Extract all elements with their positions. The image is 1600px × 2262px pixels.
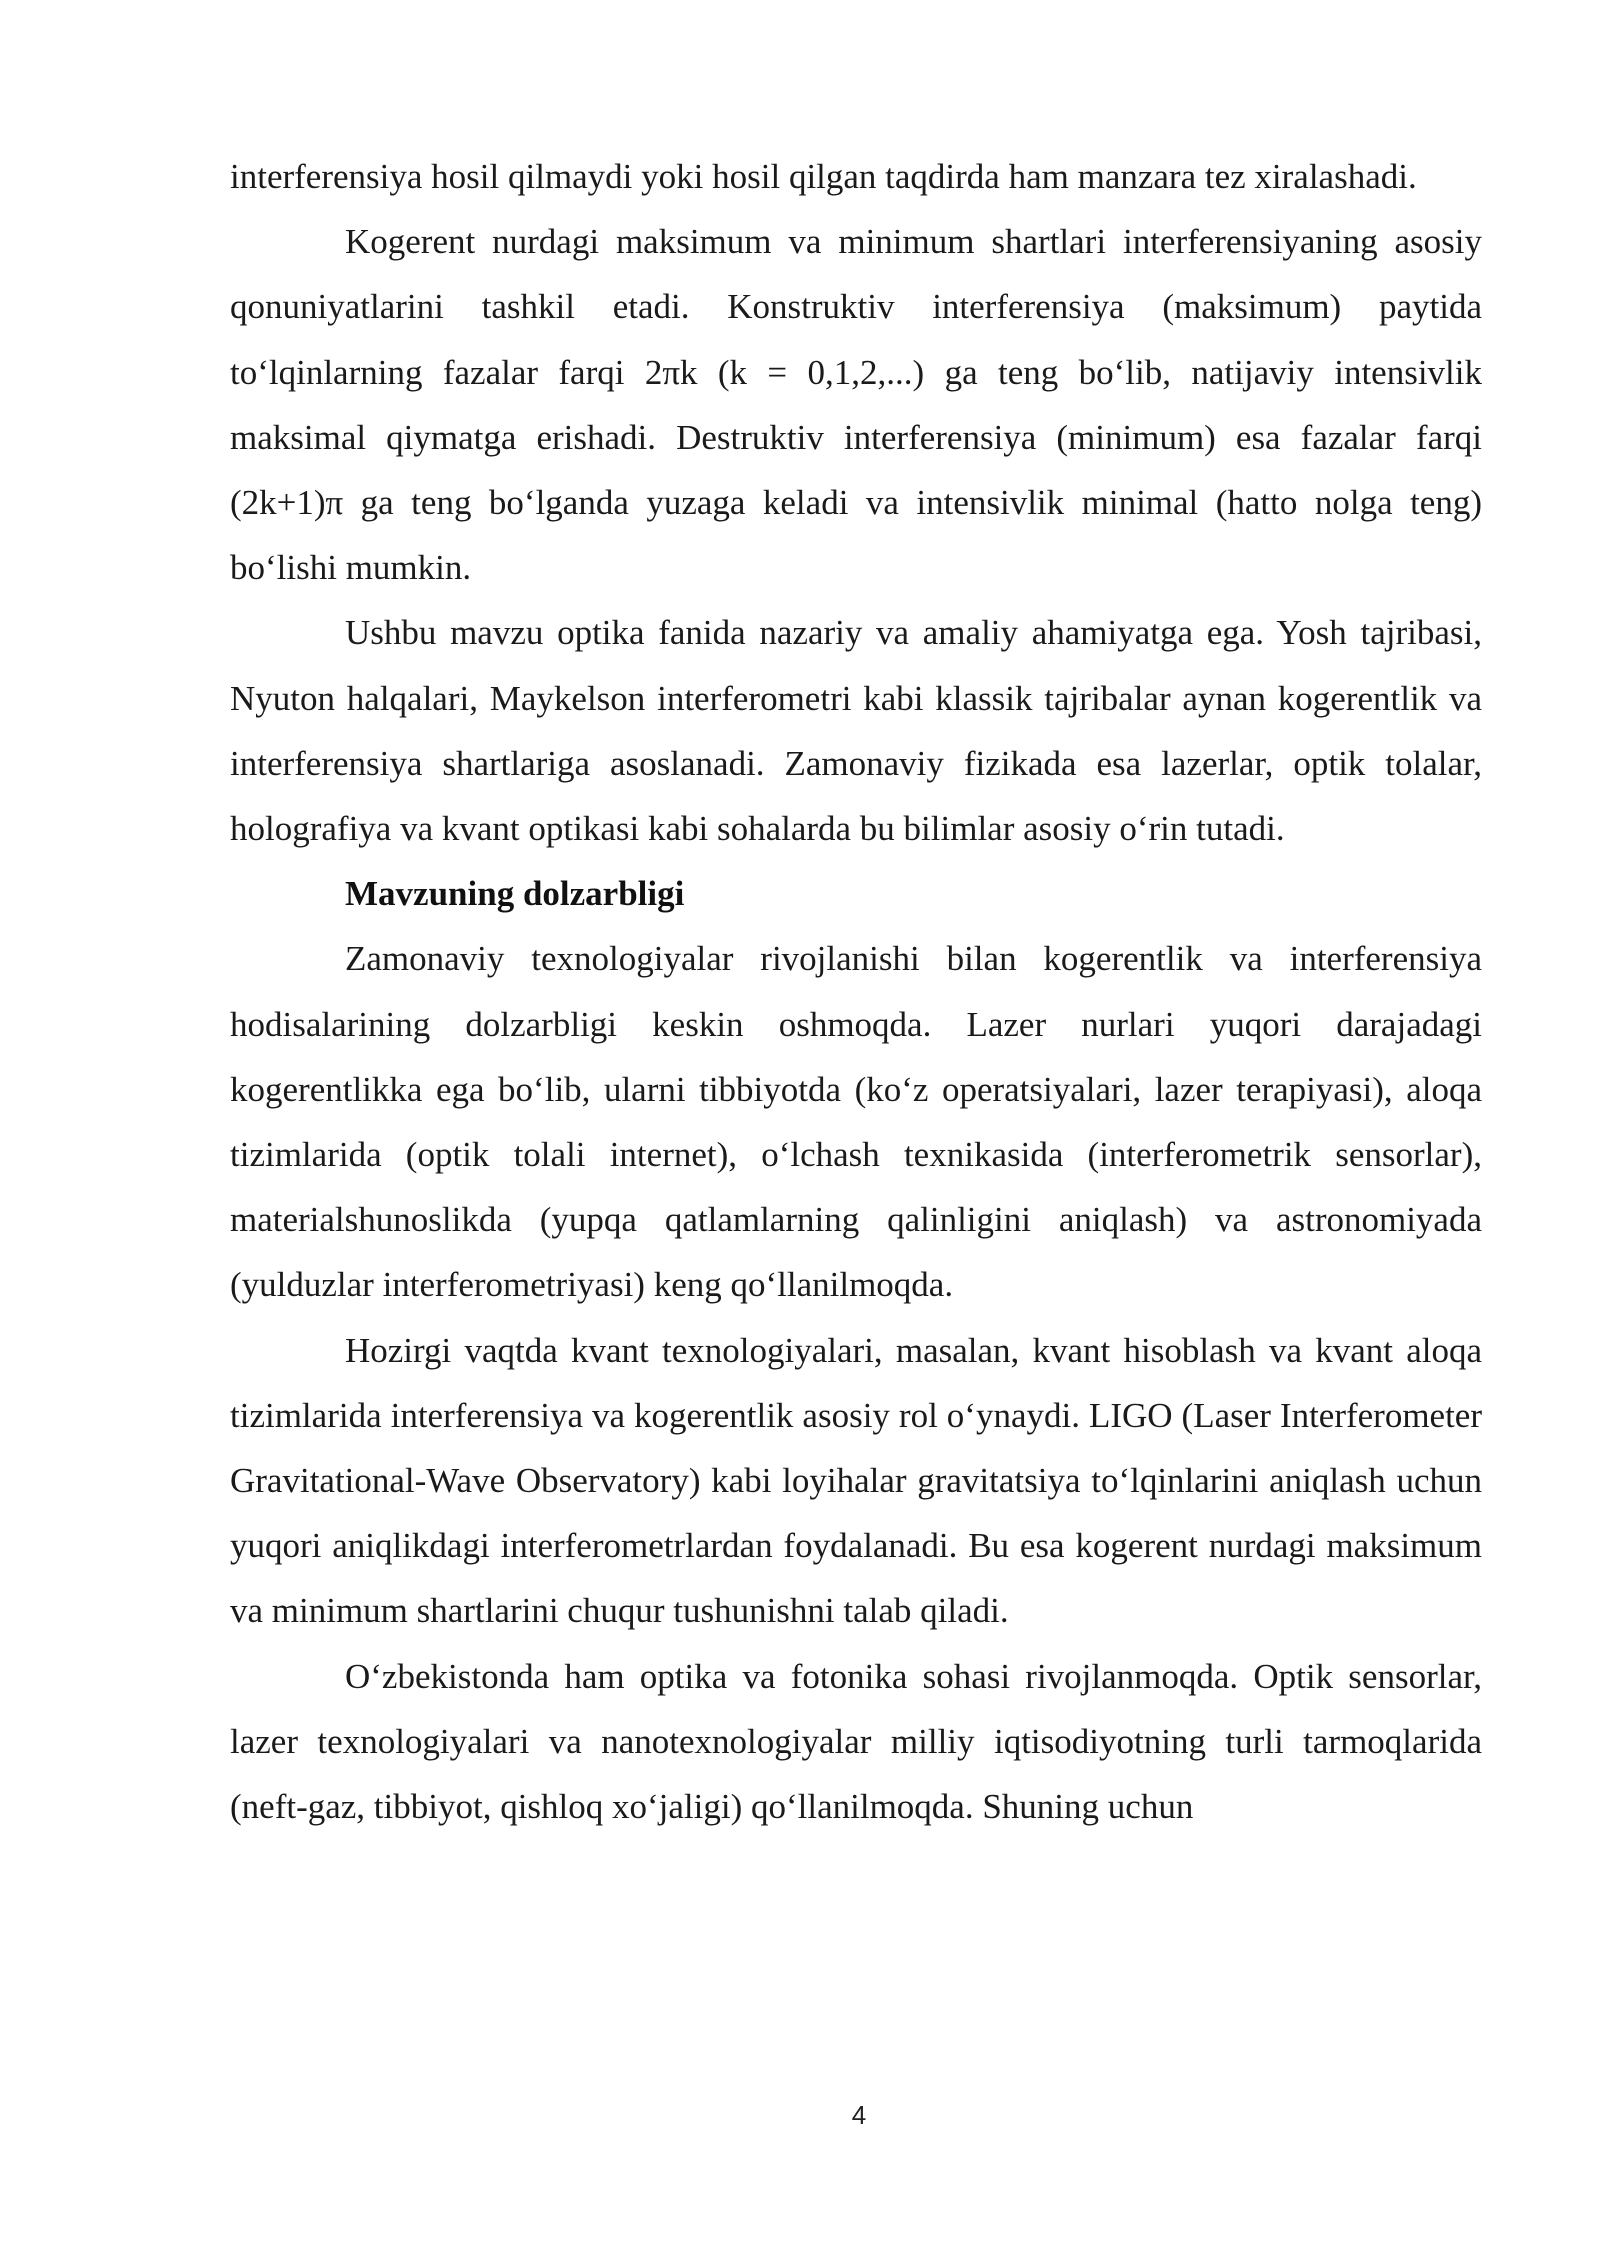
paragraph-max-min-conditions: Kogerent nurdagi maksimum va minimum shartlari interferensiyaning asosiy qonuniyatlarini tashkil etadi. Konstruktiv interferensiya (maksimum) paytida to‘lqinlarning fazalar farqi 2πk (k = 0,1,2,...) ga teng bo‘lib, natijaviy intensivlik maksimal qiymatga erishadi. Destruktiv interferensiya (minimum) esa fazalar farqi (2k+1)π ga teng bo‘lganda yuzaga keladi va intensivlik minimal (hatto nolga teng) bo‘lishi mumkin.	[230, 222, 1482, 588]
paragraph-uzbekistan: O‘zbekistonda ham optika va fotonika sohasi rivojlanmoqda. Optik sensorlar, lazer texnologiyalari va nanotexnologiyalar milliy iqtisodiyotning turli tarmoqlarida (neft-gaz, tibbiyot, qishloq xo‘jaligi) qo‘llanilmoqda. Shuning uchun	[230, 1656, 1482, 1827]
document-body	[230, 144, 1482, 1839]
section-heading: Mavzuning dolzarbligi	[345, 874, 685, 914]
paragraph-quantum-ligo: Hozirgi vaqtda kvant texnologiyalari, masalan, kvant hisoblash va kvant aloqa tizimlarida interferensiya va kogerentlik asosiy rol o‘ynaydi. LIGO (Laser Interferometer Gravitational-Wave Observatory) kabi loyihalar gravitatsiya to‘lqinlarini aniqlash uchun yuqori aniqlikdagi interferometrlardan foydalanadi. Bu esa kogerent nurdagi maksimum va minimum shartlarini chuqur tushunishni talab qiladi.	[230, 1330, 1482, 1631]
paragraph-optics-significance: Ushbu mavzu optika fanida nazariy va amaliy ahamiyatga ega. Yosh tajribasi, Nyuton halqalari, Maykelson interferometri kabi klassik tajribalar aynan kogerentlik va interferensiya shartlariga asoslanadi. Zamonaviy fizikada esa lazerlar, optik tolalar, holografiya va kvant optikasi kabi sohalarda bu bilimlar asosiy o‘rin tutadi.	[230, 613, 1482, 849]
paragraph-modern-technologies: Zamonaviy texnologiyalar rivojlanishi bilan kogerentlik va interferensiya hodisalarining dolzarbligi keskin oshmoqda. Lazer nurlari yuqori darajadagi kogerentlikka ega bo‘lib, ularni tibbiyotda (ko‘z operatsiyalari, lazer terapiyasi), aloqa tizimlarida (optik tolali internet), o‘lchash texnikasida (interferometrik sensorlar), materialshunoslikda (yupqa qatlamlarning qalinligini aniqlash) va astronomiyada (yulduzlar interferometriyasi) keng qo‘llanilmoqda.	[230, 939, 1482, 1305]
paragraph-continuation: interferensiya hosil qilmaydi yoki hosil qilgan taqdirda ham manzara tez xiralashadi.	[230, 157, 1417, 196]
page-number: 4	[851, 2100, 867, 2130]
